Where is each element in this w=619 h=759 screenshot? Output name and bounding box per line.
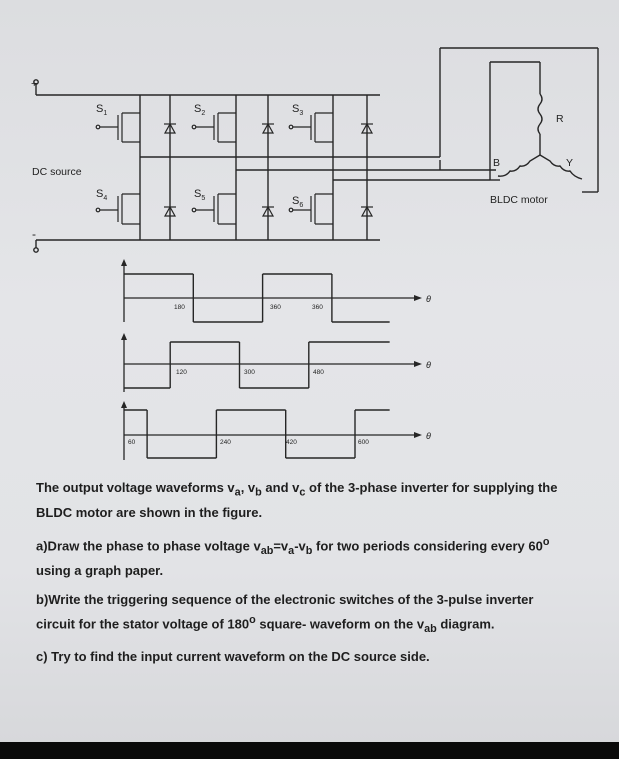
vb-tick-1: 120 xyxy=(176,369,187,376)
vc-theta-symbol: θ xyxy=(426,431,431,441)
switch-label-s1: $S_1$ xyxy=(96,103,108,117)
switch-label-s4: $S_4$ xyxy=(96,188,108,202)
phase-label-r: R xyxy=(556,113,564,125)
question-intro: The output voltage waveforms $v_a$, $v_b$ and $v_c$ of the 3-phase inverter for supplying the BLDC motor are shown in the figure. xyxy=(36,480,558,520)
vc-tick-2: 240 xyxy=(220,439,231,446)
phase-label-y: Y xyxy=(566,157,574,169)
dc-source-label: DC source xyxy=(32,166,82,178)
switch-label-s3: $S_3$ xyxy=(292,103,304,117)
phase-label-b: B xyxy=(493,157,501,169)
vb-waveform xyxy=(124,342,390,388)
negative-terminal-label: - xyxy=(32,227,36,241)
screen-bottom-edge xyxy=(0,742,619,759)
question-part-a: a)Draw the phase to phase voltage $v_{ab}=v_a-v_b$ for two periods considering every 60$^o$ using a graph paper. xyxy=(36,535,550,578)
vc-tick-4: 600 xyxy=(358,439,369,446)
switch-label-s6: $S_6$ xyxy=(292,195,304,209)
switch-label-s5: $S_5$ xyxy=(194,188,206,202)
motor-label: BLDC motor xyxy=(490,194,548,206)
va-tick-3: 360 xyxy=(312,304,323,311)
question-part-c: c) Try to find the input current waveform on the DC source side. xyxy=(36,649,430,665)
question-text xyxy=(36,478,576,676)
va-tick-2: 360 xyxy=(270,304,281,311)
vb-tick-2: 300 xyxy=(244,369,255,376)
vb-theta-symbol: θ xyxy=(426,360,431,370)
positive-terminal-label: + xyxy=(31,78,38,90)
va-theta-symbol: θ xyxy=(426,294,431,304)
va-tick-1: 180 xyxy=(174,304,185,311)
vc-tick-3: 420 xyxy=(286,439,297,446)
vb-tick-3: 480 xyxy=(313,369,324,376)
vc-waveform xyxy=(124,410,390,458)
switch-label-s2: $S_2$ xyxy=(194,103,206,117)
question-part-b: b)Write the triggering sequence of the electronic switches of the 3-pulse inverter circuit for the stator voltage of 180$^o$ square- waveform on the $v_{ab}$ diagram. xyxy=(36,591,534,635)
vc-tick-1: 60 xyxy=(128,439,136,446)
